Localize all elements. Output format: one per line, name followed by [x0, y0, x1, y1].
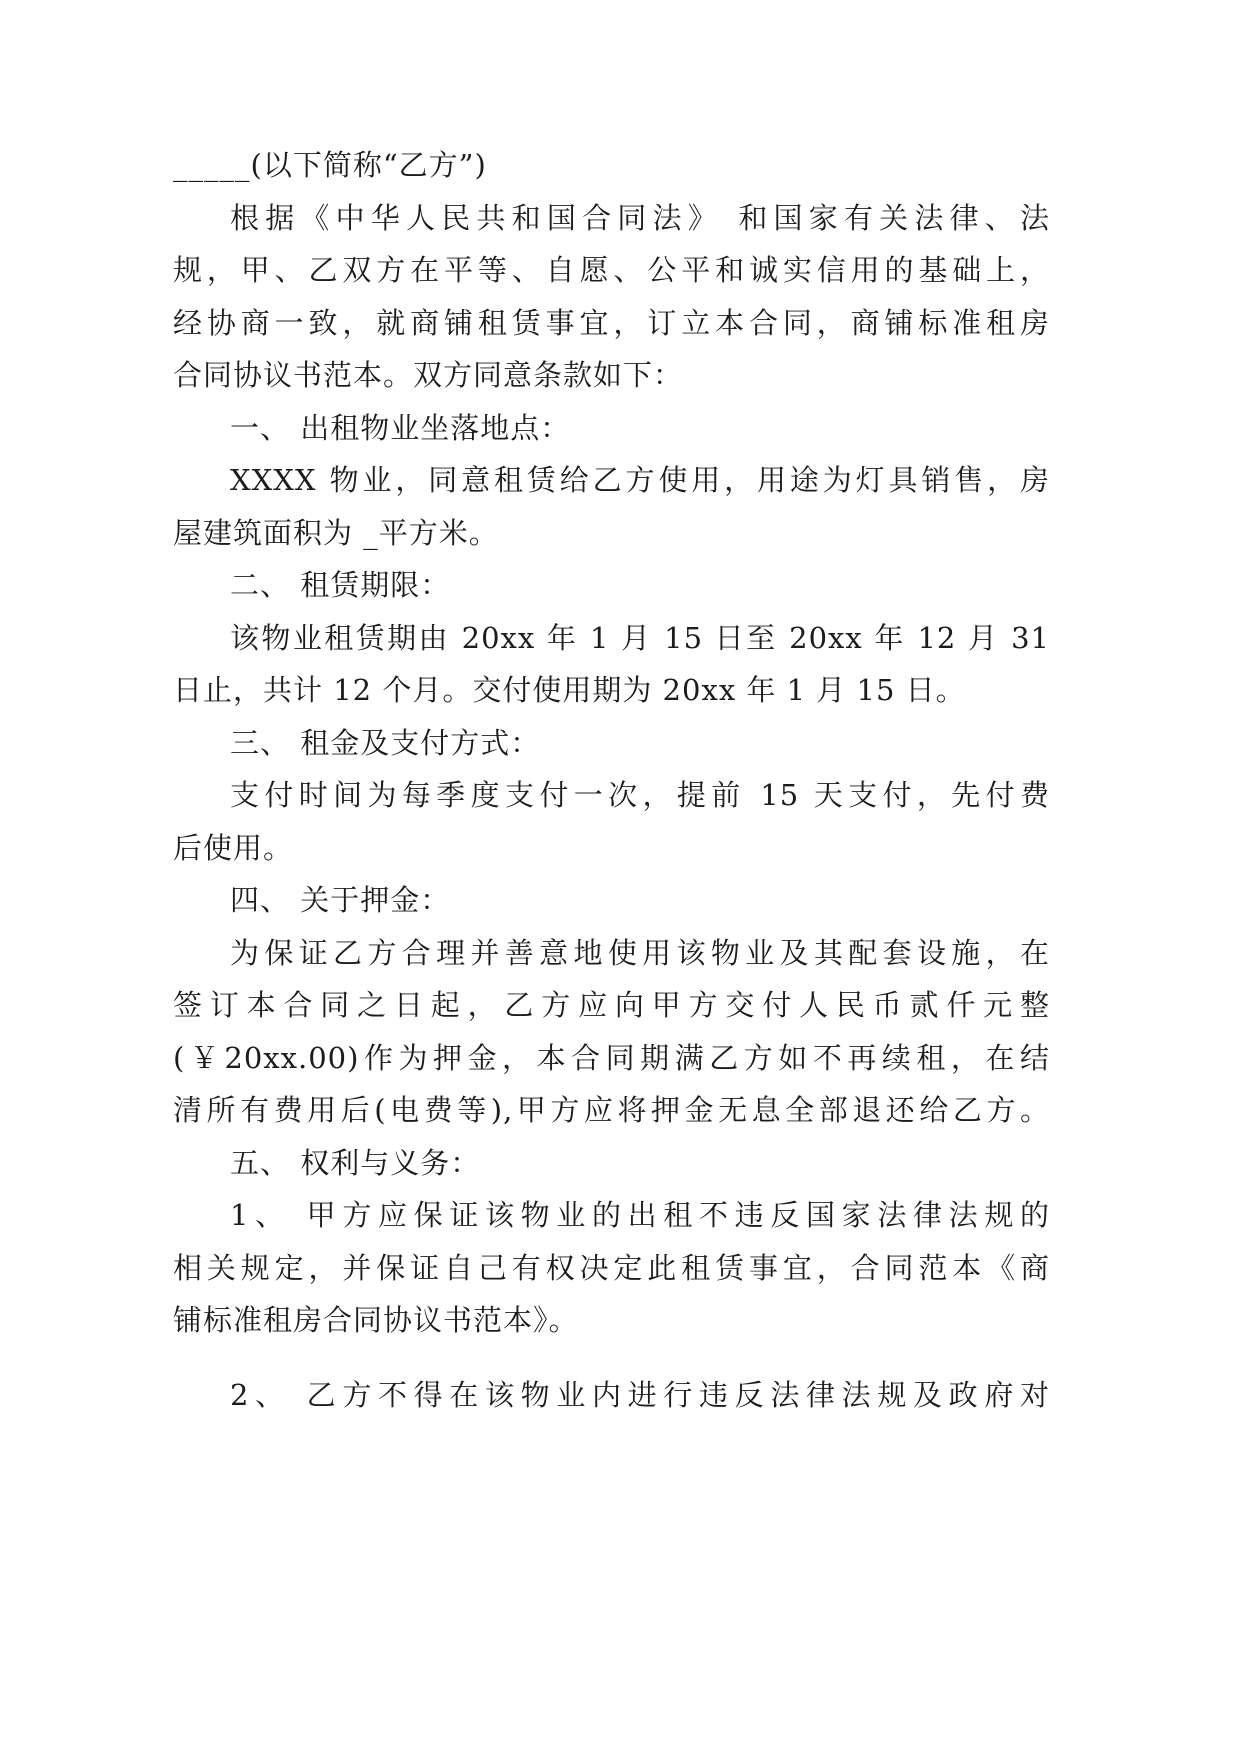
contract-body — [173, 139, 1050, 1421]
intro-paragraph-line: 合同协议书范本。双方同意条款如下： — [173, 358, 684, 392]
section-4-text-line: 清所有费用后(电费等),甲方应将押金无息全部退还给乙方。 — [173, 1093, 1050, 1127]
clause-1-text-line: 相关规定，并保证自己有权决定此租赁事宜，合同范本《商 — [173, 1250, 1050, 1285]
section-1-text-line: XXXX 物业，同意租赁给乙方使用，用途为灯具销售，房 — [230, 463, 1050, 497]
section-heading-1: 一、 出租物业坐落地点： — [230, 410, 571, 445]
party-b-line: _____(以下简称“乙方”) — [173, 148, 487, 182]
intro-paragraph-line: 规，甲、乙双方在平等、自愿、公平和诚实信用的基础上， — [173, 253, 1050, 287]
clause-2-text-line: 2、 乙方不得在该物业内进行违反法律法规及政府对 — [230, 1377, 1050, 1412]
section-3-text-line: 后使用。 — [173, 830, 294, 865]
section-4-text-line: 为保证乙方合理并善意地使用该物业及其配套设施，在 — [230, 935, 1050, 970]
section-4-text-line: 签订本合同之日起，乙方应向甲方交付人民币贰仟元整 — [173, 988, 1050, 1022]
intro-paragraph-line: 根据《中华人民共和国合同法》 和国家有关法律、法 — [230, 200, 1050, 235]
clause-1-text-line: 铺标准租房合同协议书范本》。 — [173, 1303, 579, 1337]
section-heading-3: 三、 租金及支付方式： — [230, 725, 541, 760]
section-2-text-line: 日止，共计 12 个月。交付使用期为 20xx 年 1 月 15 日。 — [173, 673, 966, 707]
section-1-text-line: 屋建筑面积为 _平方米。 — [173, 515, 499, 550]
section-heading-2: 二、 租赁期限： — [230, 568, 451, 602]
section-heading-5: 五、 权利与义务： — [230, 1145, 481, 1180]
section-2-text-line: 该物业租赁期由 20xx 年 1 月 15 日至 20xx 年 12 月 31 — [230, 620, 1050, 655]
section-3-text-line: 支付时间为每季度支付一次，提前 15 天支付，先付费 — [230, 778, 1050, 812]
clause-1-text-line: 1、 甲方应保证该物业的出租不违反国家法律法规的 — [230, 1198, 1050, 1232]
section-heading-4: 四、 关于押金： — [230, 883, 451, 917]
intro-paragraph-line: 经协商一致，就商铺租赁事宜，订立本合同，商铺标准租房 — [173, 305, 1050, 340]
section-4-text-line: (￥20xx.00)作为押金，本合同期满乙方如不再续租，在结 — [173, 1040, 1050, 1075]
